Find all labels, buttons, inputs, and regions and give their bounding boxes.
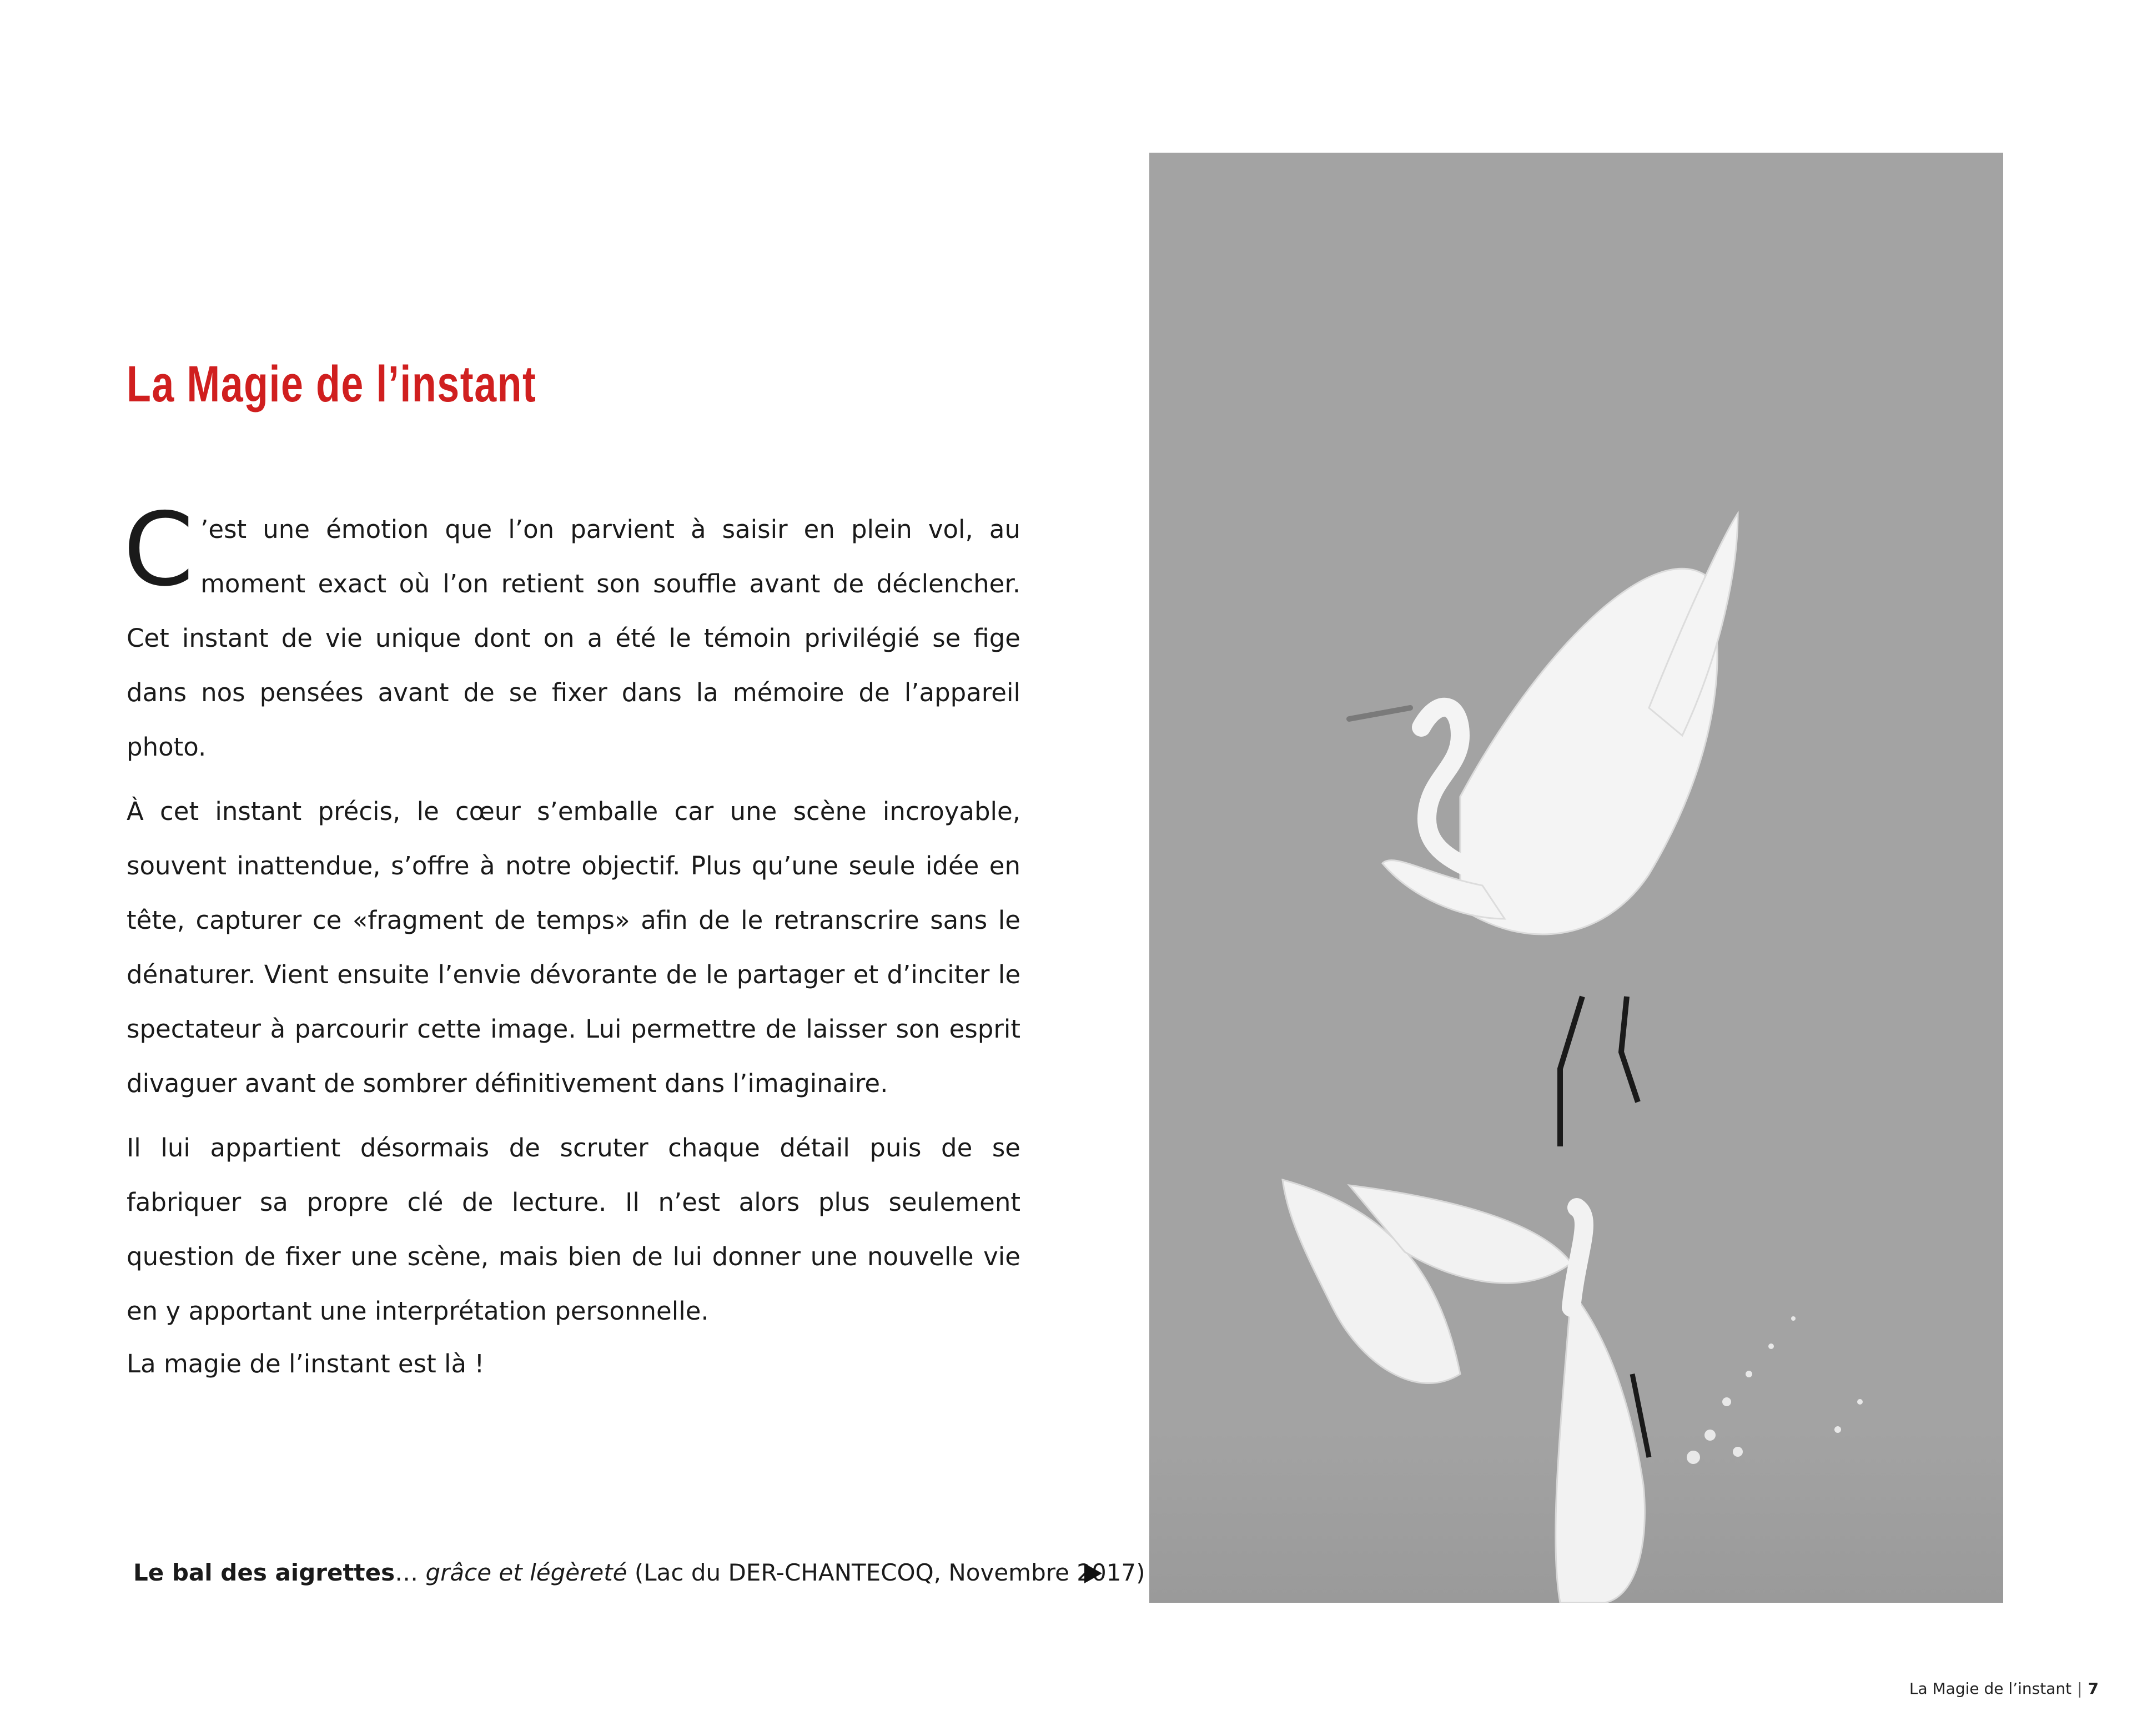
paragraph-3: Il lui appartient désormais de scruter chaque détail puis de se fabriquer sa propre clé de lecture. Il n’est alors plus seulement question de fixer une scène, mais bien de lui donner une nouvelle vie en y apportant une interprétation personnelle. bbox=[127, 1133, 1020, 1326]
body-text bbox=[123, 491, 1020, 1348]
egret-illustration bbox=[1149, 153, 2003, 1603]
caption-location: (Lac du DER-CHANTECOQ, Novembre 2017) bbox=[627, 1559, 1145, 1586]
page-number: 7 bbox=[2088, 1679, 2099, 1698]
caption-title: Le bal des aigrettes bbox=[133, 1559, 395, 1586]
page-title: La Magie de l’instant bbox=[127, 356, 537, 412]
caption-subtitle: grâce et légèreté bbox=[425, 1559, 627, 1586]
paragraph-2: À cet instant précis, le cœur s’emballe car une scène incroyable, souvent inattendue, s’offre à notre objectif. Plus qu’une seule idée en tête, capturer ce «fragment de temps» afin de le retranscrire sans le dénaturer. Vient ensuite l’envie dévorante de le partager et d’inciter le spectateur à parcourir cette image. Lui permettre de laisser son esprit divaguer avant de sombrer définitivement dans l’imaginaire. bbox=[127, 797, 1020, 1098]
photo-caption bbox=[133, 1559, 1145, 1586]
footer-separator: | bbox=[2077, 1679, 2083, 1698]
egret-photo bbox=[1149, 153, 2003, 1603]
closing-line: La magie de l’instant est là ! bbox=[127, 1349, 485, 1378]
caption-ellipsis: … bbox=[395, 1559, 419, 1586]
paragraph-1-text: ’est une émotion que l’on parvient à saisir en plein vol, au moment exact où l’on retient son souffle avant de déclencher. Cet instant de vie unique dont on a été le témoin privilégié se fige dans nos pensées avant de se fixer dans la mémoire de l’appareil photo. bbox=[127, 515, 1020, 762]
play-arrow-icon bbox=[1084, 1563, 1102, 1583]
page-footer bbox=[1909, 1679, 2099, 1698]
drop-cap: C bbox=[123, 491, 194, 608]
footer-label: La Magie de l’instant bbox=[1909, 1679, 2072, 1698]
paragraph-1 bbox=[123, 491, 1020, 774]
